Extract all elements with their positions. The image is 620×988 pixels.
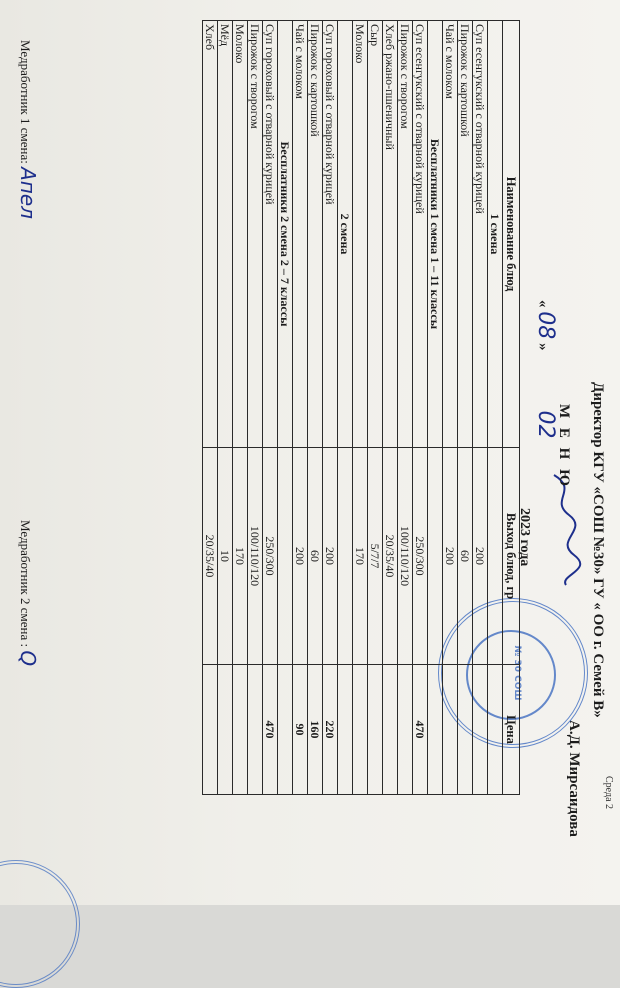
table-row	[458, 21, 473, 795]
page-title: М Е Н Ю	[556, 404, 572, 489]
dish-output: 60	[308, 448, 323, 665]
dish-output: 200	[443, 448, 458, 665]
table-row	[473, 21, 488, 795]
dish-name: Сыр	[368, 21, 383, 448]
section-empty-cell	[338, 665, 353, 795]
section-title: Бесплатники 1 смена 1 – 11 классы	[428, 21, 443, 448]
section-title: Бесплатники 2 смена 2 – 7 классы	[278, 21, 293, 448]
section-empty-cell	[278, 448, 293, 665]
section-row	[278, 21, 293, 795]
table-row	[218, 21, 233, 795]
dish-output: 100/110/120	[398, 448, 413, 665]
dish-price: 470	[263, 665, 278, 795]
dish-price	[473, 665, 488, 795]
section-empty-cell	[488, 448, 503, 665]
table-row	[443, 21, 458, 795]
dish-name: Суп есенгукский с отварной курицей	[473, 21, 488, 448]
table-row	[413, 21, 428, 795]
dish-price	[203, 665, 218, 795]
dish-output: 170	[353, 448, 368, 665]
dish-price	[398, 665, 413, 795]
dish-price	[443, 665, 458, 795]
dish-name: Хлеб	[203, 21, 218, 448]
dish-name: Пирожок с картошкой	[458, 21, 473, 448]
official-stamp-bottom	[0, 860, 80, 988]
dish-price	[248, 665, 263, 795]
dish-name: Хлеб ржано-пшеничный	[383, 21, 398, 448]
table-row	[248, 21, 263, 795]
date-close-quote: »	[535, 343, 551, 351]
dish-output: 5/7/7	[368, 448, 383, 665]
medic-1-signature: Апел	[16, 167, 40, 219]
table-row	[323, 21, 338, 795]
medic-2-signature: Q	[16, 650, 40, 667]
dish-output: 20/35/40	[383, 448, 398, 665]
dish-name: Молоко	[353, 21, 368, 448]
section-empty-cell	[428, 665, 443, 795]
dish-price: 90	[293, 665, 308, 795]
top-note: Среда 2	[603, 776, 614, 810]
dish-price: 160	[308, 665, 323, 795]
section-title: 1 смена	[488, 21, 503, 448]
medic-shift-1	[16, 40, 40, 219]
section-empty-cell	[278, 665, 293, 795]
section-empty-cell	[428, 448, 443, 665]
director-line: Директор КГУ «СОШ №30» ГУ « ОО г. Семей В»	[590, 382, 606, 718]
dish-name: Суп гороховый с отварной курицей	[323, 21, 338, 448]
dish-price	[368, 665, 383, 795]
table-row	[263, 21, 278, 795]
table-row	[233, 21, 248, 795]
table-row	[368, 21, 383, 795]
dish-name: Суп есенгукский с отварной курицей	[413, 21, 428, 448]
dish-output: 200	[473, 448, 488, 665]
dish-output: 250/300	[263, 448, 278, 665]
dish-name: Пирожок с творогом	[398, 21, 413, 448]
stamp-text: № 30 СОШ	[512, 645, 522, 701]
section-row	[338, 21, 353, 795]
table-row	[293, 21, 308, 795]
table-row	[398, 21, 413, 795]
dish-price	[383, 665, 398, 795]
col-header-output: Выход блюд, гр	[503, 448, 520, 665]
date-day: 08	[533, 311, 558, 340]
dish-price: 470	[413, 665, 428, 795]
medic-shift-2	[16, 520, 40, 666]
menu-date	[533, 300, 558, 439]
col-header-name: Наименование блюд	[503, 21, 520, 448]
section-row	[488, 21, 503, 795]
dish-name: Пирожок с картошкой	[308, 21, 323, 448]
dish-price	[458, 665, 473, 795]
menu-table	[202, 20, 520, 795]
table-row	[308, 21, 323, 795]
dish-output: 200	[293, 448, 308, 665]
dish-output: 60	[458, 448, 473, 665]
col-header-price: Цена	[503, 665, 520, 795]
dish-name: Пирожок с творогом	[248, 21, 263, 448]
dish-name: Суп гороховый с отварной курицей	[263, 21, 278, 448]
dish-price	[233, 665, 248, 795]
dish-name: Чай с молоком	[293, 21, 308, 448]
dish-output: 250/300	[413, 448, 428, 665]
dish-name: Чай с молоком	[443, 21, 458, 448]
section-title: 2 смена	[338, 21, 353, 448]
menu-year: 2023 года	[517, 508, 532, 567]
dish-output: 10	[218, 448, 233, 665]
dish-name: Молоко	[233, 21, 248, 448]
date-open-quote: «	[535, 300, 551, 308]
table-row	[383, 21, 398, 795]
section-empty-cell	[338, 448, 353, 665]
dish-output: 200	[323, 448, 338, 665]
dish-output: 20/35/40	[203, 448, 218, 665]
table-row	[353, 21, 368, 795]
medic-1-label: Медработник 1 смена:	[18, 40, 33, 164]
table-header-row	[503, 21, 520, 795]
dish-price: 220	[323, 665, 338, 795]
dish-name: Мёд	[218, 21, 233, 448]
director-name: А.Д. Мирсаидова	[566, 720, 582, 837]
medic-2-label: Медработник 2 смена :	[18, 520, 33, 648]
dish-output: 100/110/120	[248, 448, 263, 665]
dish-output: 170	[233, 448, 248, 665]
date-month: 02	[533, 410, 558, 439]
section-empty-cell	[488, 665, 503, 795]
dish-price	[353, 665, 368, 795]
dish-price	[218, 665, 233, 795]
section-row	[428, 21, 443, 795]
menu-table-body	[203, 21, 503, 795]
table-row	[203, 21, 218, 795]
